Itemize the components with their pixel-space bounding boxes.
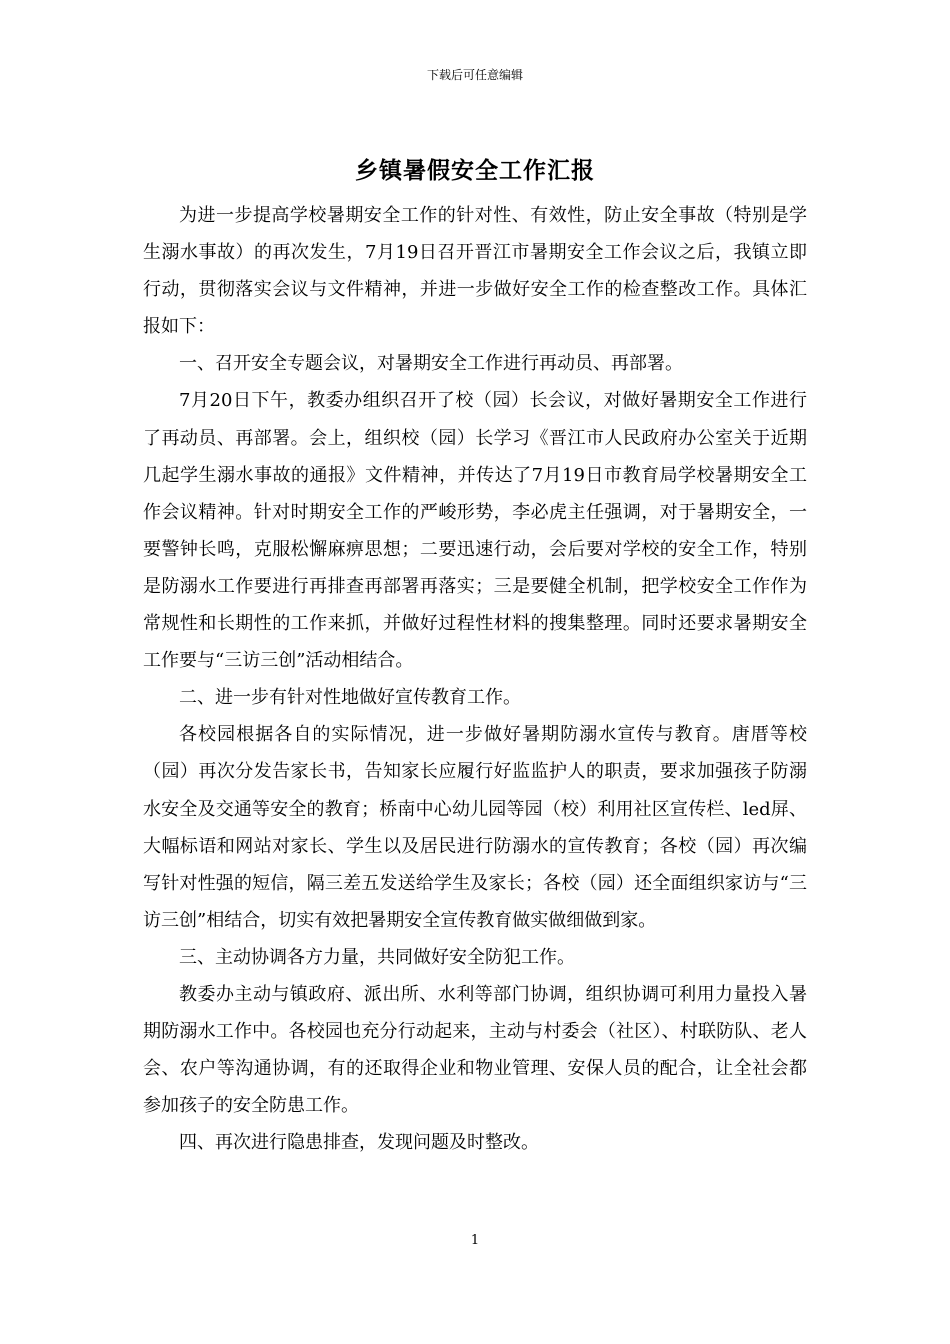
paragraph-section-3: 教委办主动与镇政府、派出所、水利等部门协调，组织协调可利用力量投入暑期防溺水工作中。各校园也充分行动起来，主动与村委会（社区）、村联防队、老人会、农户等沟通协调，有的还取得企业和物业管理、安保人员的配合，让全社会都参加孩子的安全防患工作。: [143, 983, 807, 1117]
paragraph-section-1: 7月20日下午，教委办组织召开了校（园）长会议，对做好暑期安全工作进行了再动员、再部署。会上，组织校（园）长学习《晋江市人民政府办公室关于近期几起学生溺水事故的通报》文件精神，并传达了7月19日市教育局学校暑期安全工作会议精神。针对时期安全工作的严峻形势，李必虎主任强调，对于暑期安全，一要警钟长鸣，克服松懈麻痹思想；二要迅速行动，会后要对学校的安全工作，特别是防溺水工作要进行再排查再部署再落实；三是要健全机制，把学校安全工作作为常规性和长期性的工作来抓，并做好过程性材料的搜集整理。同时还要求暑期安全工作要与“三访三创”活动相结合。: [143, 390, 807, 672]
paragraph-intro: 为进一步提高学校暑期安全工作的针对性、有效性，防止安全事故（特别是学生溺水事故）的再次发生，7月19日召开晋江市暑期安全工作会议之后，我镇立即行动，贯彻落实会议与文件精神，并进一步做好安全工作的检查整改工作。具体汇报如下：: [143, 205, 807, 338]
document-body: [143, 197, 807, 1161]
section-heading-4: 四、再次进行隐患排查，发现问题及时整改。: [179, 1132, 539, 1154]
paragraph-section-2: 各校园根据各自的实际情况，进一步做好暑期防溺水宣传与教育。唐厝等校（园）再次分发告家长书，告知家长应履行好监监护人的职责，要求加强孩子防溺水安全及交通等安全的教育；桥南中心幼儿园等园（校）利用社区宣传栏、led屏、大幅标语和网站对家长、学生以及居民进行防溺水的宣传教育；各校（园）再次编写针对性强的短信，隔三差五发送给学生及家长；各校（园）还全面组织家访与“三访三创”相结合，切实有效把暑期安全宣传教育做实做细做到家。: [143, 724, 807, 931]
section-heading-2: 二、进一步有针对性地做好宣传教育工作。: [179, 687, 521, 709]
section-heading-1: 一、召开安全专题会议，对暑期安全工作进行再动员、再部署。: [179, 353, 683, 375]
section-heading-3: 三、主动协调各方力量，共同做好安全防犯工作。: [179, 946, 575, 968]
page-number: 1: [470, 1233, 480, 1248]
page-header-note: 下载后可任意编辑: [426, 68, 523, 82]
document-title: 乡镇暑假安全工作汇报: [355, 158, 595, 184]
